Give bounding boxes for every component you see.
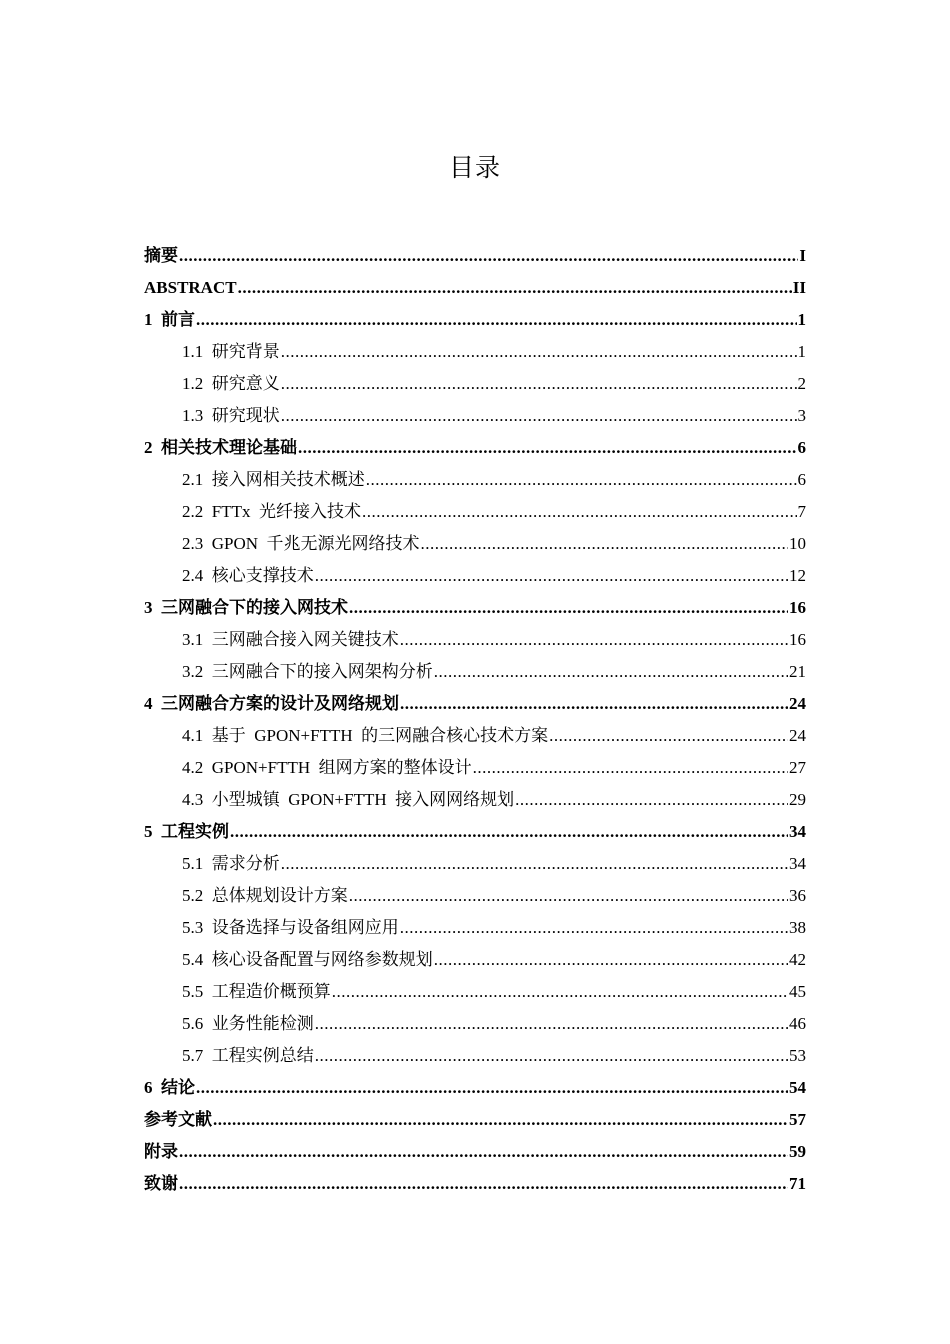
toc-entry-label: 4.2 GPON+FTTH 组网方案的整体设计 (182, 758, 472, 777)
toc-section-entry[interactable] (144, 368, 806, 400)
toc-page-number: 54 (789, 1078, 806, 1097)
toc-entry-label: 4.3 小型城镇 GPON+FTTH 接入网网络规划 (182, 790, 515, 809)
toc-dot-leader (362, 496, 797, 528)
toc-entry-label: 1.2 研究意义 (182, 374, 280, 393)
toc-section-entry[interactable] (144, 400, 806, 432)
toc-section-entry[interactable] (144, 880, 806, 912)
toc-dot-leader (281, 400, 797, 432)
toc-section-entry[interactable] (144, 720, 806, 752)
toc-section-entry[interactable] (144, 784, 806, 816)
toc-page-number: 2 (797, 374, 806, 393)
toc-entry-label: 4 三网融合方案的设计及网络规划 (144, 694, 399, 713)
toc-entry-label: 6 结论 (144, 1078, 195, 1097)
toc-dot-leader (179, 1136, 788, 1168)
toc-section-entry[interactable] (144, 624, 806, 656)
toc-page-number: 16 (789, 630, 806, 649)
toc-section-entry[interactable] (144, 944, 806, 976)
toc-page-number: 46 (789, 1014, 806, 1033)
toc-page-number: 45 (789, 982, 806, 1001)
toc-entry-label: 3 三网融合下的接入网技术 (144, 598, 348, 617)
page-title: 目录 (448, 153, 501, 182)
toc-dot-leader (315, 560, 788, 592)
toc-dot-leader (230, 816, 788, 848)
toc-dot-leader (473, 752, 788, 784)
toc-entry-label: 5.5 工程造价概预算 (182, 982, 331, 1001)
toc-page-number: 38 (789, 918, 806, 937)
toc-section-entry[interactable] (144, 912, 806, 944)
toc-entry-label: 1.1 研究背景 (182, 342, 280, 361)
toc-chapter-entry[interactable] (144, 816, 806, 848)
toc-entry-label: 致谢 (144, 1174, 178, 1193)
toc-dot-leader (366, 464, 797, 496)
toc-chapter-entry[interactable] (144, 1104, 806, 1136)
toc-page-number: 24 (789, 726, 806, 745)
toc-entry-label: ABSTRACT (144, 278, 237, 297)
toc-dot-leader (281, 848, 788, 880)
toc-dot-leader (213, 1104, 788, 1136)
toc-page-number: 34 (789, 822, 806, 841)
toc-entry-label: 2.2 FTTx 光纤接入技术 (182, 502, 361, 521)
toc-chapter-entry[interactable] (144, 592, 806, 624)
toc-dot-leader (179, 240, 798, 272)
toc-dot-leader (434, 656, 788, 688)
toc-dot-leader (349, 880, 788, 912)
toc-page-number: 71 (789, 1174, 806, 1193)
toc-dot-leader (196, 1072, 788, 1104)
toc-section-entry[interactable] (144, 528, 806, 560)
toc-entry-label: 3.2 三网融合下的接入网架构分析 (182, 662, 433, 681)
toc-dot-leader (400, 624, 788, 656)
toc-chapter-entry[interactable] (144, 272, 806, 304)
toc-dot-leader (315, 1040, 788, 1072)
toc-entry-label: 5 工程实例 (144, 822, 229, 841)
toc-dot-leader (238, 272, 792, 304)
toc-page-number: 36 (789, 886, 806, 905)
toc-chapter-entry[interactable] (144, 432, 806, 464)
toc-page-number: 53 (789, 1046, 806, 1065)
toc-section-entry[interactable] (144, 848, 806, 880)
toc-dot-leader (196, 304, 797, 336)
toc-entry-label: 2.3 GPON 千兆无源光网络技术 (182, 534, 420, 553)
toc-section-entry[interactable] (144, 560, 806, 592)
toc-page-number: 57 (789, 1110, 806, 1129)
toc-entry-label: 5.6 业务性能检测 (182, 1014, 314, 1033)
toc-entry-label: 2 相关技术理论基础 (144, 438, 297, 457)
toc-dot-leader (281, 336, 797, 368)
toc-entry-label: 5.3 设备选择与设备组网应用 (182, 918, 399, 937)
toc-page-number: 21 (789, 662, 806, 681)
toc-entry-label: 附录 (144, 1142, 178, 1161)
toc-page-number: II (792, 278, 806, 297)
toc-dot-leader (281, 368, 797, 400)
toc-page-number: 6 (797, 438, 806, 457)
toc-dot-leader (298, 432, 797, 464)
toc-dot-leader (549, 720, 788, 752)
toc-section-entry[interactable] (144, 1040, 806, 1072)
toc-entry-label: 3.1 三网融合接入网关键技术 (182, 630, 399, 649)
toc-section-entry[interactable] (144, 752, 806, 784)
toc-dot-leader (515, 784, 788, 816)
toc-chapter-entry[interactable] (144, 688, 806, 720)
toc-page-number: 29 (789, 790, 806, 809)
toc-page-number: 6 (797, 470, 806, 489)
toc-entry-label: 5.7 工程实例总结 (182, 1046, 314, 1065)
toc-entry-label: 1 前言 (144, 310, 195, 329)
toc-page-number: 59 (789, 1142, 806, 1161)
toc-page-number: 34 (789, 854, 806, 873)
toc-page-number: 1 (797, 310, 806, 329)
toc-entry-label: 4.1 基于 GPON+FTTH 的三网融合核心技术方案 (182, 726, 549, 745)
toc-dot-leader (315, 1008, 788, 1040)
toc-chapter-entry[interactable] (144, 304, 806, 336)
toc-entry-label: 1.3 研究现状 (182, 406, 280, 425)
toc-page-number: I (799, 246, 806, 265)
toc-section-entry[interactable] (144, 336, 806, 368)
toc-chapter-entry[interactable] (144, 1136, 806, 1168)
toc-entry-label: 参考文献 (144, 1110, 212, 1129)
toc-page-number: 12 (789, 566, 806, 585)
toc-section-entry[interactable] (144, 656, 806, 688)
toc-dot-leader (434, 944, 788, 976)
toc-page-number: 24 (789, 694, 806, 713)
toc-entry-label: 5.4 核心设备配置与网络参数规划 (182, 950, 433, 969)
toc-page-number: 27 (789, 758, 806, 777)
toc-page-number: 42 (789, 950, 806, 969)
toc-page-number: 7 (797, 502, 806, 521)
toc-section-entry[interactable] (144, 976, 806, 1008)
toc-entry-label: 5.2 总体规划设计方案 (182, 886, 348, 905)
toc-dot-leader (332, 976, 788, 1008)
toc-entry-label: 摘要 (144, 246, 178, 265)
toc-section-entry[interactable] (144, 464, 806, 496)
toc-chapter-entry[interactable] (144, 240, 806, 272)
toc-entry-label: 2.4 核心支撑技术 (182, 566, 314, 585)
toc-dot-leader (349, 592, 788, 624)
toc-dot-leader (421, 528, 788, 560)
toc-section-entry[interactable] (144, 496, 806, 528)
toc-chapter-entry[interactable] (144, 1072, 806, 1104)
toc-entry-label: 5.1 需求分析 (182, 854, 280, 873)
toc-dot-leader (400, 688, 788, 720)
toc-page-number: 1 (797, 342, 806, 361)
toc-entry-label: 2.1 接入网相关技术概述 (182, 470, 365, 489)
toc-section-entry[interactable] (144, 1008, 806, 1040)
toc-page-number: 3 (797, 406, 806, 425)
toc-page-number: 10 (789, 534, 806, 553)
toc-dot-leader (179, 1168, 788, 1200)
toc-dot-leader (400, 912, 788, 944)
toc-chapter-entry[interactable] (144, 1168, 806, 1200)
toc-page-number: 16 (789, 598, 806, 617)
table-of-contents (144, 240, 806, 1200)
